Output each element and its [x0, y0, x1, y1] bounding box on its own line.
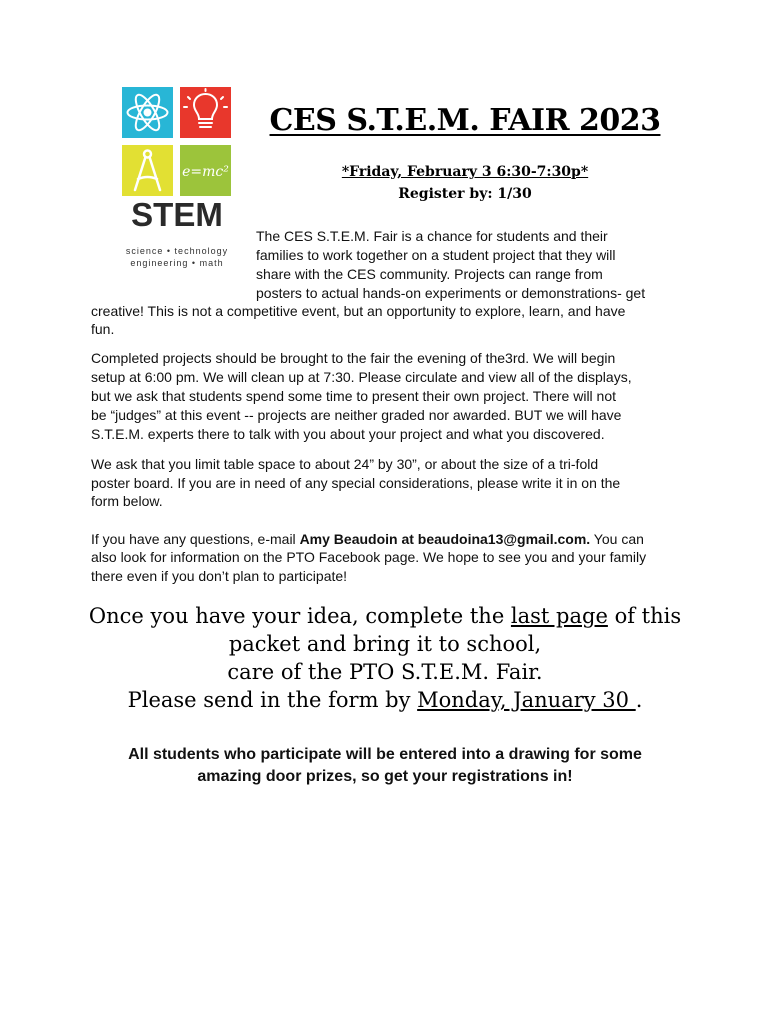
atom-icon — [122, 87, 173, 138]
closing-line-2: amazing door prizes, so get your registrations in! — [197, 768, 573, 785]
callout-line-4 — [80, 686, 690, 714]
closing-line-1: All students who participate will be entered into a drawing for some — [128, 746, 642, 763]
space-line: We ask that you limit table space to about 24” by 30”, or about the size of a tri-fold — [91, 456, 599, 472]
callout-line-3: care of the PTO S.T.E.M. Fair. — [227, 660, 543, 684]
intro-line: creative! This is not a competitive event, but an opportunity to explore, learn, and have — [91, 303, 626, 319]
space-line: poster board. If you are in need of any special considerations, please write it in on the — [91, 475, 621, 491]
last-page-emphasis: last page — [510, 604, 608, 628]
space-line: form below. — [91, 493, 163, 509]
contact-text: If you have any questions, e-mail — [91, 531, 300, 547]
equation-text: e=mc² — [182, 164, 229, 180]
intro-line: fun. — [91, 321, 115, 337]
stem-logo — [122, 87, 232, 272]
logo-subtitle-line1: science • technology — [125, 246, 229, 256]
equation-icon — [180, 145, 231, 196]
contact-line-2: also look for information on the PTO Facebook page. We hope to see you and your family — [91, 549, 647, 565]
projects-line: Completed projects should be brought to the fair the evening of the3rd. We will begin — [91, 350, 616, 366]
logo-stem-word: STEM — [131, 196, 223, 233]
deadline-emphasis: Monday, January 30 — [417, 688, 636, 712]
contact-line-3: there even if you don’t plan to participate! — [91, 568, 348, 584]
compass-icon — [122, 145, 173, 196]
callout-text: of this — [607, 604, 682, 628]
callout-text: Please send in the form by — [127, 688, 418, 712]
event-date: *Friday, February 3 6:30-7:30p* — [341, 164, 589, 180]
register-deadline: Register by: 1/30 — [398, 186, 532, 202]
intro-line: posters to actual hands-on experiments or demonstrations- get — [256, 285, 646, 301]
callout-line-1 — [80, 602, 690, 630]
projects-line: be “judges” at this event -- projects are neither graded nor awarded. BUT we will have — [91, 407, 622, 423]
logo-subtitle — [116, 245, 238, 269]
callout-text: Once you have your idea, complete the — [88, 604, 511, 628]
contact-text: You can — [590, 531, 644, 547]
logo-subtitle-line2: engineering • math — [130, 258, 224, 268]
contact-line-1 — [91, 530, 644, 549]
projects-line: but we ask that students spend some time to present their own project. There will not — [91, 388, 617, 404]
intro-line: share with the CES community. Projects can range from — [256, 266, 603, 282]
page-title: CES S.T.E.M. FAIR 2023 — [269, 103, 661, 138]
intro-line: families to work together on a student project that they will — [256, 247, 616, 263]
projects-line: setup at 6:00 pm. We will clean up at 7:30. Please circulate and view all of the displays, — [91, 369, 632, 385]
callout-line-2: packet and bring it to school, — [228, 632, 542, 656]
projects-line: S.T.E.M. experts there to talk with you about your project and what you discovered. — [91, 426, 605, 442]
callout-text: . — [635, 688, 643, 712]
contact-email[interactable]: Amy Beaudoin at beaudoina13@gmail.com. — [299, 531, 591, 547]
intro-line: The CES S.T.E.M. Fair is a chance for students and their — [256, 228, 608, 244]
lightbulb-icon — [180, 87, 231, 138]
